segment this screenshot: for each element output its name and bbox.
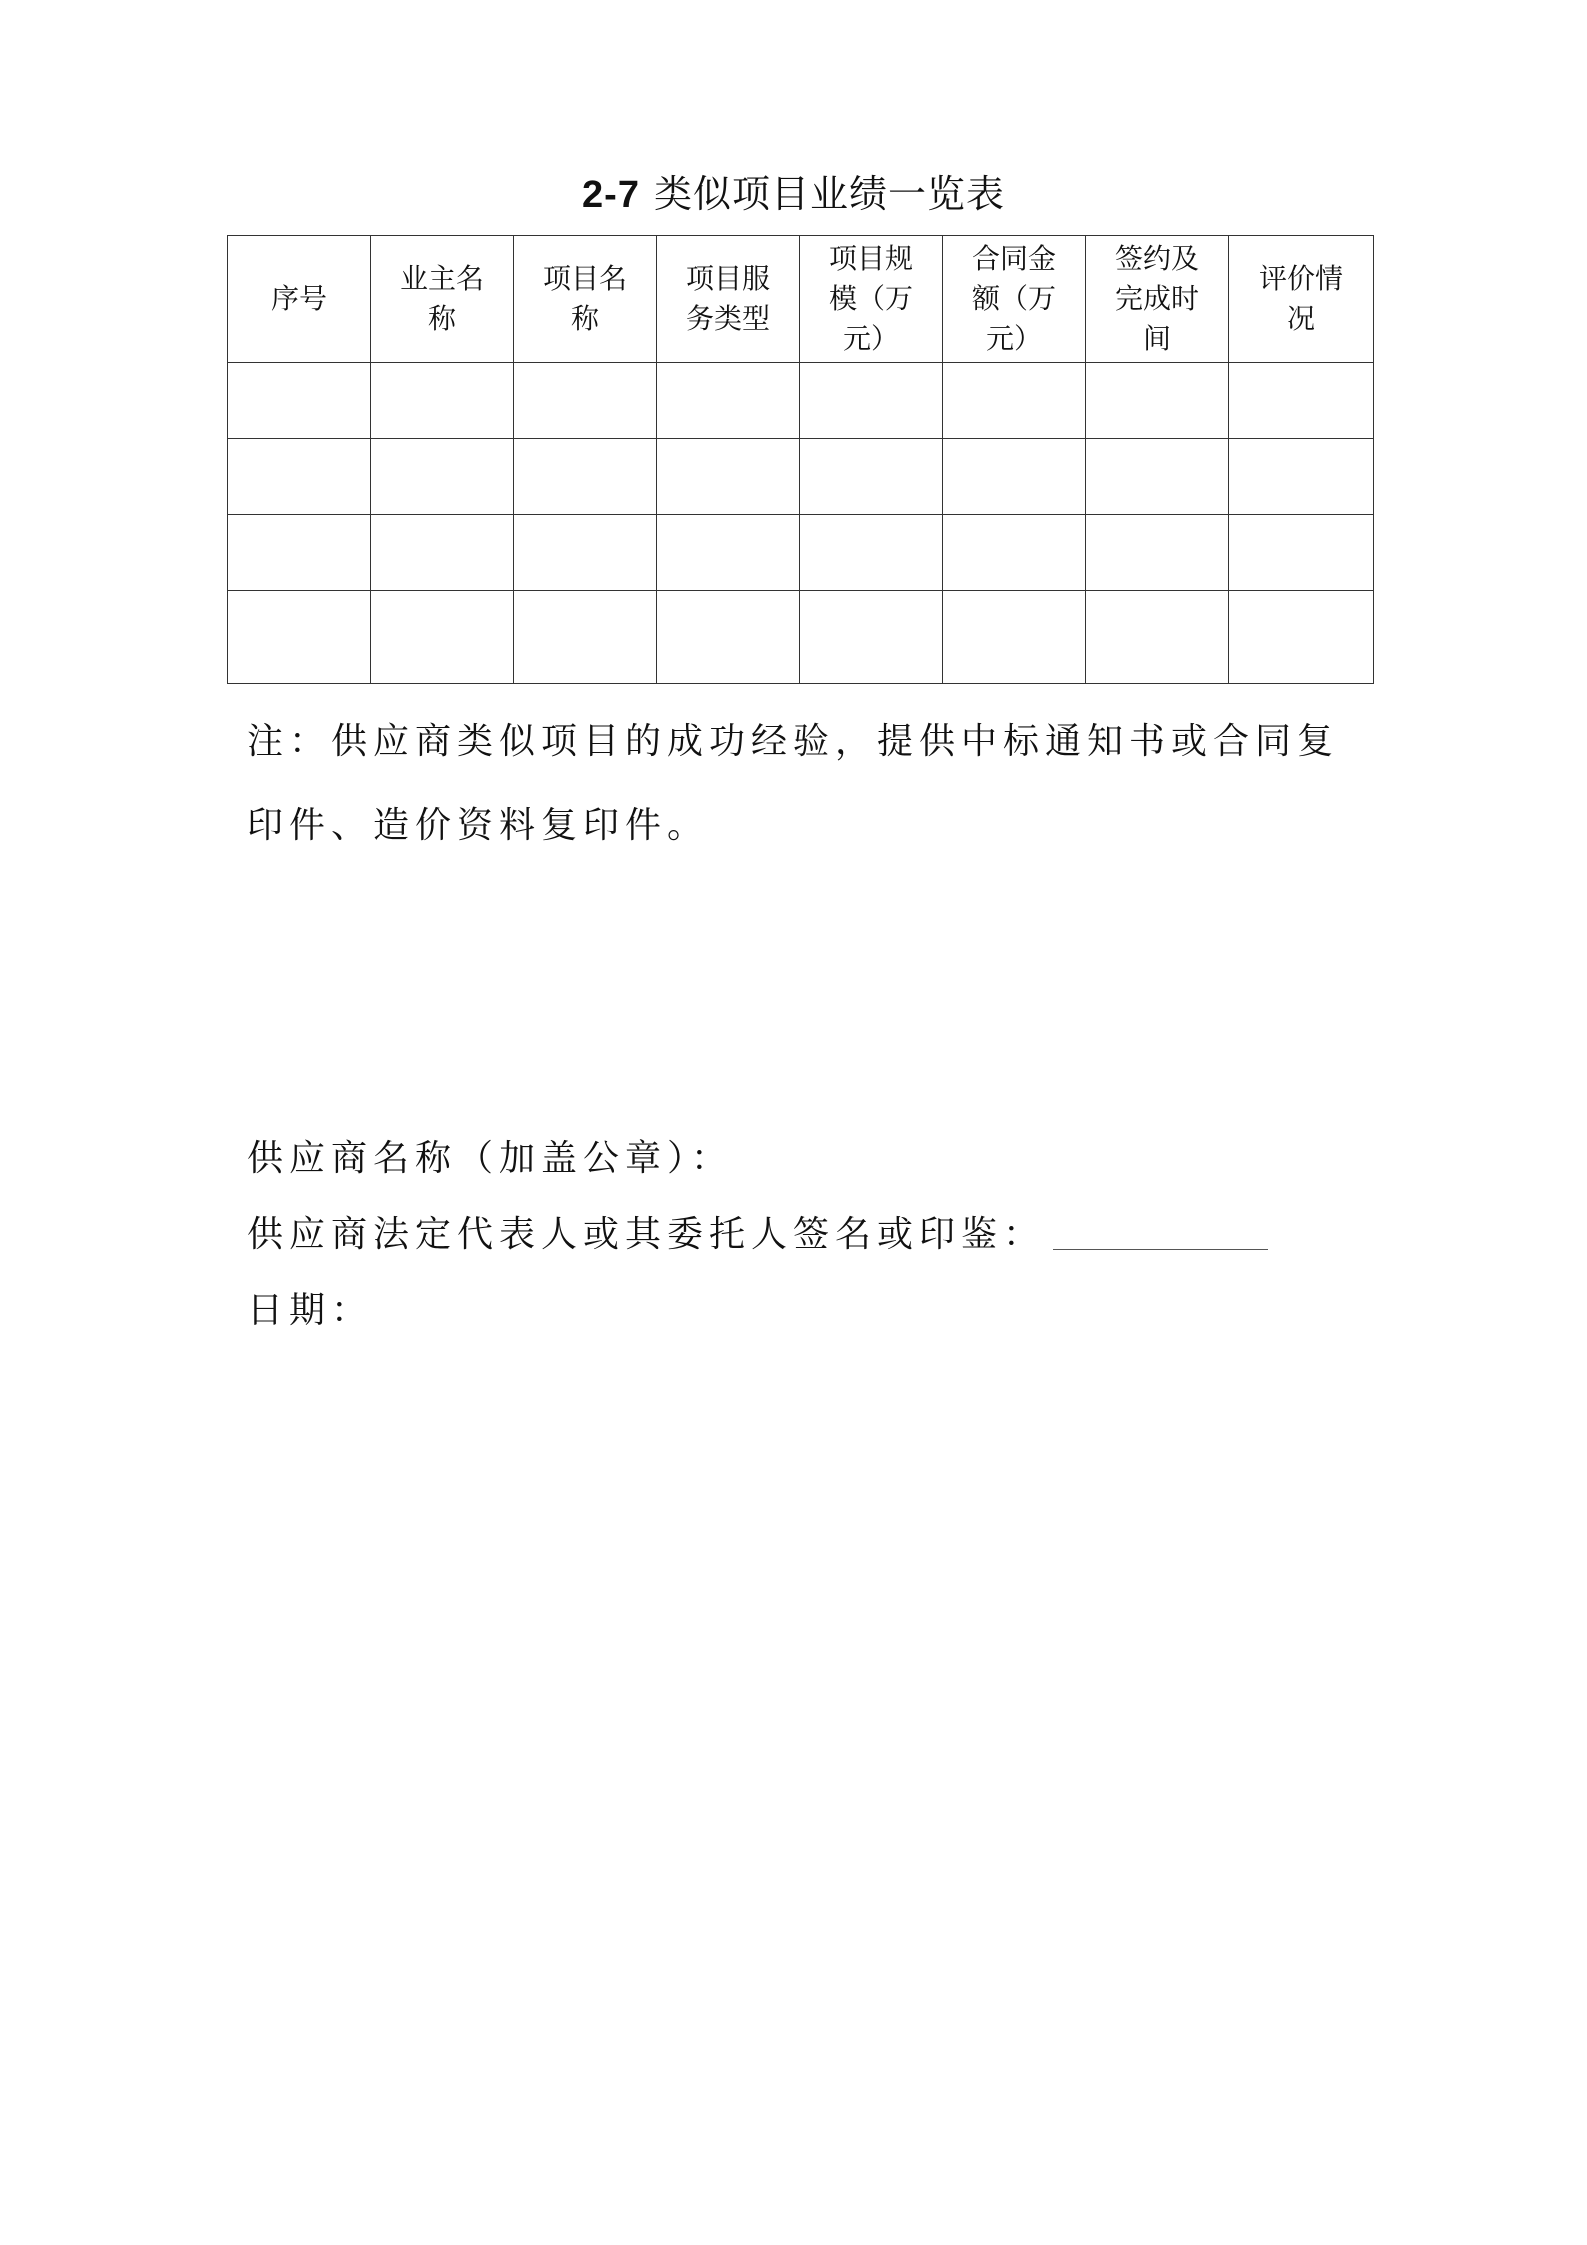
supplier-name-line bbox=[247, 1130, 733, 1181]
performance-table bbox=[227, 235, 1374, 684]
table-cell[interactable] bbox=[514, 515, 657, 591]
representative-label: 供应商法定代表人或其委托人签名或印鉴： bbox=[247, 1214, 1046, 1255]
table-cell[interactable] bbox=[371, 439, 514, 515]
header-project-scale: 项目规模（万元） bbox=[800, 236, 943, 363]
table-row bbox=[228, 363, 1374, 439]
table-cell[interactable] bbox=[657, 439, 800, 515]
title-text: 类似项目业绩一览表 bbox=[653, 172, 1005, 216]
header-project-name: 项目名称 bbox=[514, 236, 657, 363]
title-number: 2-7 bbox=[582, 174, 640, 216]
table-row bbox=[228, 515, 1374, 591]
table-cell[interactable] bbox=[228, 591, 371, 684]
table-cell[interactable] bbox=[657, 363, 800, 439]
header-owner-name: 业主名称 bbox=[371, 236, 514, 363]
table-cell[interactable] bbox=[1229, 515, 1374, 591]
table-cell[interactable] bbox=[371, 515, 514, 591]
table-cell[interactable] bbox=[800, 515, 943, 591]
header-index: 序号 bbox=[228, 236, 371, 363]
representative-line bbox=[247, 1206, 1268, 1257]
table-cell[interactable] bbox=[371, 363, 514, 439]
table-row bbox=[228, 591, 1374, 684]
header-contract-amount: 合同金额（万元） bbox=[943, 236, 1086, 363]
supplier-name-label: 供应商名称（加盖公章）： bbox=[247, 1138, 734, 1179]
table-cell[interactable] bbox=[1229, 363, 1374, 439]
table-cell[interactable] bbox=[514, 439, 657, 515]
date-label: 日期： bbox=[247, 1290, 374, 1331]
table-note: 注：供应商类似项目的成功经验，提供中标通知书或合同复印件、造价资料复印件。 bbox=[247, 721, 1340, 846]
table-cell[interactable] bbox=[1086, 363, 1229, 439]
table-cell[interactable] bbox=[800, 363, 943, 439]
page-title bbox=[0, 163, 1587, 218]
table-cell[interactable] bbox=[1229, 439, 1374, 515]
header-service-type: 项目服务类型 bbox=[657, 236, 800, 363]
header-evaluation: 评价情况 bbox=[1229, 236, 1374, 363]
table-cell[interactable] bbox=[1086, 515, 1229, 591]
table-cell[interactable] bbox=[1086, 591, 1229, 684]
table-cell[interactable] bbox=[943, 363, 1086, 439]
table-cell[interactable] bbox=[371, 591, 514, 684]
table-cell[interactable] bbox=[228, 515, 371, 591]
signature-blank[interactable] bbox=[1053, 1219, 1268, 1250]
table-row bbox=[228, 439, 1374, 515]
header-sign-complete-time: 签约及完成时间 bbox=[1086, 236, 1229, 363]
table-cell[interactable] bbox=[228, 363, 371, 439]
table-cell[interactable] bbox=[943, 515, 1086, 591]
table-cell[interactable] bbox=[514, 591, 657, 684]
table-cell[interactable] bbox=[800, 591, 943, 684]
table-cell[interactable] bbox=[657, 515, 800, 591]
table-cell[interactable] bbox=[943, 591, 1086, 684]
table-cell[interactable] bbox=[800, 439, 943, 515]
table-cell[interactable] bbox=[943, 439, 1086, 515]
table-header-row bbox=[228, 236, 1374, 363]
table-cell[interactable] bbox=[657, 591, 800, 684]
table-cell[interactable] bbox=[514, 363, 657, 439]
date-line bbox=[247, 1282, 373, 1333]
table-cell[interactable] bbox=[1229, 591, 1374, 684]
table-cell[interactable] bbox=[228, 439, 371, 515]
table-cell[interactable] bbox=[1086, 439, 1229, 515]
